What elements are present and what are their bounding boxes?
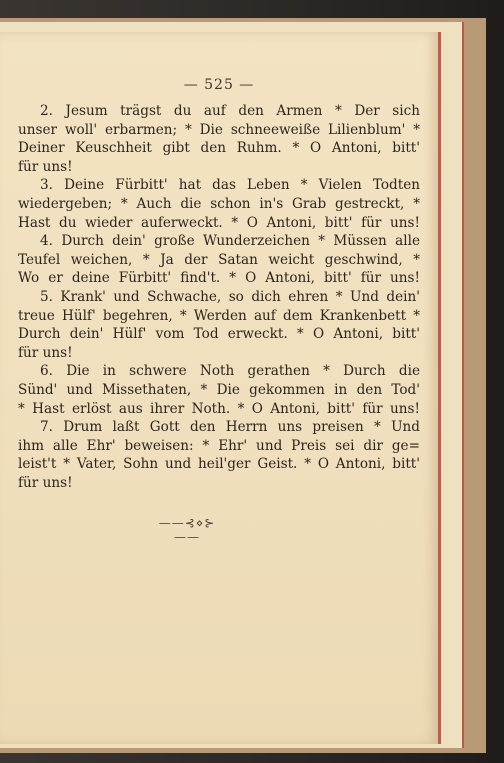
text-line: 2. Jesum trägst du auf den Armen * Der sich <box>40 103 420 119</box>
text-line: 6. Die in schwere Noth gerathen * Durch die <box>40 363 420 380</box>
text-line: Hast du wieder auferweckt. * O Antoni, bitt' für uns! <box>18 214 420 231</box>
text-line: Sünd' und Missethaten, * Die gekommen in den Tod' <box>18 381 420 398</box>
text-line: 7. Drum laßt Gott den Herrn uns preisen * Und <box>40 419 420 436</box>
text-line: 3. Deine Fürbitt' hat das Leben * Vielen Todten <box>40 177 420 194</box>
text-line: für uns! <box>18 158 73 175</box>
text-line: wiedergeben; * Auch die schon in's Grab gestreckt, * <box>18 195 420 212</box>
text-line: leist't * Vater, Sohn und heil'ger Geist. * O Antoni, bitt' <box>18 456 420 473</box>
text-line: für uns! <box>18 474 73 491</box>
book-page <box>0 32 441 744</box>
text-line: Wo er deine Fürbitt' find't. * O Antoni, bitt' für uns! <box>18 270 420 287</box>
text-line: ihm alle Ehr' beweisen: * Ehr' und Preis sei dir ge= <box>18 437 420 454</box>
text-line: 5. Krank' und Schwache, so dich ehren * Und dein' <box>40 288 420 305</box>
end-ornament: ——⊰⋄⊱—— <box>158 516 216 544</box>
text-line: Deiner Keuschheit gibt den Ruhm. * O Antoni, bitt' <box>18 140 420 157</box>
text-line: * Hast erlöst aus ihrer Noth. * O Antoni, bitt' für uns! <box>18 400 420 417</box>
text-line: für uns! <box>18 344 73 361</box>
page-number-header: — 525 — <box>183 77 255 93</box>
text-line: Teufel weichen, * Ja der Satan weicht geschwind, * <box>18 251 420 268</box>
text-line: unser woll' erbarmen; * Die schneeweiße Lilienblum' * <box>18 121 420 138</box>
hymn-text <box>18 102 420 492</box>
text-line: 4. Durch dein' große Wunderzeichen * Müssen alle <box>40 233 420 250</box>
text-line: Durch dein' Hülf' vom Tod erweckt. * O Antoni, bitt' <box>18 326 420 343</box>
text-line: treue Hülf' begehren, * Werden auf dem Krankenbett * <box>18 307 420 324</box>
